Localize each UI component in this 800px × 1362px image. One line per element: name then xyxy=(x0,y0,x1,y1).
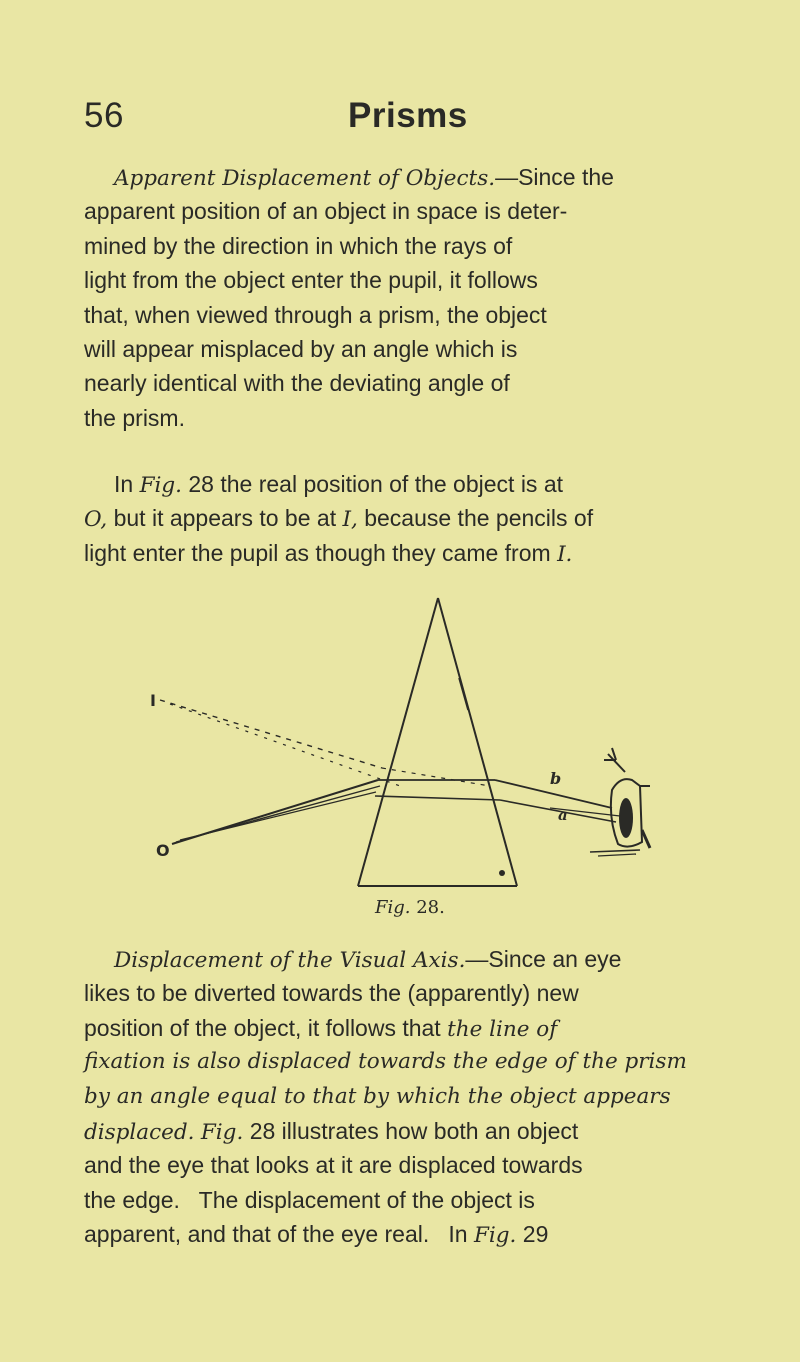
emphasis-text: fixation is also displaced towards the edge of the prism xyxy=(84,1049,687,1075)
text-line xyxy=(84,536,736,570)
section-heading: Displacement of the Visual Axis. xyxy=(114,948,466,973)
object-symbol: O, xyxy=(84,507,108,533)
text-line xyxy=(84,467,736,501)
text-line xyxy=(84,229,736,263)
paragraph-visual-axis xyxy=(84,942,736,1252)
paragraph-figure-reference xyxy=(84,467,736,570)
visual-axis-upper xyxy=(608,754,625,772)
figure-caption xyxy=(375,896,445,920)
text-line xyxy=(84,160,736,194)
prism-right-face xyxy=(438,598,517,886)
figure-28-prism-diagram xyxy=(150,590,670,900)
text-fragment: —Since the xyxy=(495,164,614,190)
page-number: 56 xyxy=(84,96,124,135)
emphasis-text: by an angle equal to that by which the object appears xyxy=(84,1083,671,1109)
figure-reference: Fig. xyxy=(474,1223,517,1249)
page-header xyxy=(84,92,734,142)
text-fragment: likes to be diverted towards the (apparently) new xyxy=(84,980,579,1007)
text-line xyxy=(84,263,736,297)
prism-edge-mark xyxy=(459,678,468,710)
text-fragment: the prism. xyxy=(84,404,185,431)
text-fragment: that, when viewed through a prism, the object xyxy=(84,301,547,328)
eye-icon xyxy=(590,779,650,856)
text-line xyxy=(84,1045,736,1079)
text-line xyxy=(84,976,736,1010)
text-line xyxy=(84,1217,736,1251)
text-line xyxy=(84,366,736,400)
caption-number: 28. xyxy=(416,897,445,918)
text-fragment: will appear misplaced by an angle which is xyxy=(84,335,518,362)
text-fragment: 29 xyxy=(522,1221,549,1248)
text-fragment: mined by the direction in which the rays of xyxy=(84,232,513,259)
text-fragment: the edge. The displacement of the object is xyxy=(84,1186,535,1213)
apparent-ray-inside xyxy=(382,768,490,786)
label-i: I xyxy=(150,691,156,710)
section-heading: Apparent Displacement of Objects. xyxy=(114,166,496,191)
figure-reference: Fig. xyxy=(139,473,182,498)
prism-left-face xyxy=(358,598,438,886)
text-fragment: apparent, and that of the eye real. In xyxy=(84,1221,468,1248)
image-symbol: I. xyxy=(557,541,573,567)
text-fragment: but it appears to be at xyxy=(113,505,337,532)
emphasis-text: displaced. xyxy=(84,1119,195,1145)
text-line xyxy=(84,1114,736,1148)
text-line xyxy=(84,1011,736,1045)
text-fragment: 28 illustrates how both an object xyxy=(249,1117,579,1144)
text-fragment: In xyxy=(114,471,134,497)
real-ray-3 xyxy=(180,792,376,840)
apparent-ray-lower xyxy=(170,704,400,786)
text-line xyxy=(84,942,736,976)
text-fragment: nearly identical with the deviating angle of xyxy=(84,370,510,397)
text-line xyxy=(84,401,736,435)
apparent-ray-upper xyxy=(160,700,382,768)
text-fragment: light from the object enter the pupil, it follows xyxy=(84,267,538,294)
internal-ray-2 xyxy=(375,796,500,800)
text-fragment: light enter the pupil as though they came from xyxy=(84,539,551,566)
text-fragment: apparent position of an object in space is deter- xyxy=(84,198,568,225)
text-line xyxy=(84,1148,736,1182)
text-line xyxy=(84,332,736,366)
text-fragment: 28 the real position of the object is at xyxy=(188,471,564,497)
object-dot xyxy=(499,870,505,876)
text-fragment: position of the object, it follows that xyxy=(84,1014,441,1041)
text-line xyxy=(84,1080,736,1114)
paragraph-apparent-displacement xyxy=(84,160,736,435)
label-b: b xyxy=(550,769,562,788)
caption-fig-word: Fig. xyxy=(375,897,411,918)
text-line xyxy=(84,1183,736,1217)
text-fragment: —Since an eye xyxy=(465,946,622,972)
text-line xyxy=(84,194,736,228)
text-fragment: and the eye that looks at it are displaced towards xyxy=(84,1152,583,1179)
text-fragment: because the pencils of xyxy=(364,505,594,532)
text-line xyxy=(84,298,736,332)
label-a: a xyxy=(558,806,568,824)
prism-diagram-svg xyxy=(150,590,670,900)
figure-reference: Fig. xyxy=(200,1119,244,1145)
label-o: O xyxy=(156,841,170,860)
emphasis-text: the line of xyxy=(447,1016,558,1042)
image-symbol: I, xyxy=(342,507,358,533)
text-line xyxy=(84,501,736,535)
running-title: Prisms xyxy=(348,96,468,135)
